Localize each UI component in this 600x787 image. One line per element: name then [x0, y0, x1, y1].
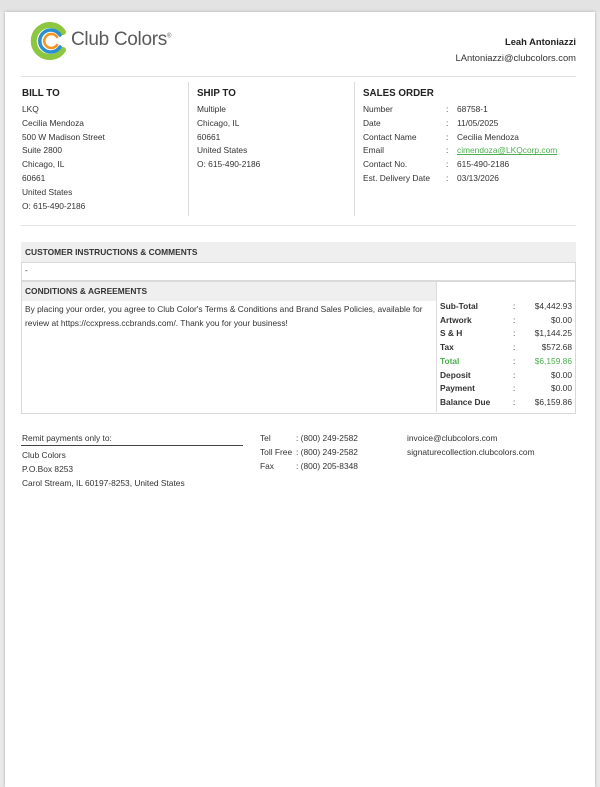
sales-order-page — [5, 12, 595, 787]
order-row-date: Date : 11/05/2025 — [363, 117, 499, 128]
column-divider — [354, 82, 355, 216]
club-colors-logo-icon — [30, 21, 70, 61]
order-row-contact-name: Contact Name : Cecilia Mendoza — [363, 131, 519, 142]
ship-to-address: Multiple Chicago, IL 60661 United States O: 615-490-2186 — [197, 104, 261, 170]
instructions-text: - — [25, 265, 28, 275]
remit-heading: Remit payments only to: — [22, 433, 112, 443]
remit-address: Club Colors P.O.Box 8253 Carol Stream, IL 60197-8253, United States — [22, 450, 185, 488]
phone-toll-free: Toll Free : (800) 249-2582 — [260, 446, 358, 457]
invoice-email[interactable]: invoice@clubcolors.com — [407, 433, 498, 443]
user-name: Leah Antoniazzi — [504, 36, 576, 47]
conditions-text: By placing your order, you agree to Club Color's Terms & Conditions and Brand Sales Policies, available for review at https://ccxpress.ccbrands.com/. Thank you for your business! — [25, 304, 423, 328]
logo-text: Club Colors® — [71, 29, 172, 50]
sales-order-details — [363, 103, 583, 186]
bill-to-heading: BILL TO — [22, 88, 60, 99]
section-divider — [21, 225, 576, 226]
remit-underline — [21, 445, 243, 446]
totals-row-tax: Tax : $572.68 — [440, 342, 572, 353]
totals-table — [436, 301, 576, 411]
totals-row-payment: Payment : $0.00 — [440, 383, 572, 394]
instructions-box — [21, 262, 576, 281]
sales-order-heading: SALES ORDER — [363, 88, 434, 99]
totals-row-subtotal: Sub-Total : $4,442.93 — [440, 301, 572, 311]
order-row-email: Email : cimendoza@LKQcorp.com — [363, 144, 583, 158]
instructions-heading: CUSTOMER INSTRUCTIONS & COMMENTS — [21, 242, 576, 262]
website-link[interactable]: signaturecollection.clubcolors.com — [407, 446, 535, 457]
phone-tel: Tel : (800) 249-2582 — [260, 433, 358, 443]
order-row-contact-no: Contact No. : 615-490-2186 — [363, 159, 510, 170]
totals-row-deposit: Deposit : $0.00 — [440, 369, 572, 380]
phone-fax: Fax : (800) 205-8348 — [260, 460, 358, 471]
viewer-top-bar — [0, 0, 600, 12]
totals-row-shipping: S & H : $1,144.25 — [440, 328, 572, 339]
totals-row-artwork: Artwork : $0.00 — [440, 314, 572, 325]
user-email: LAntoniazzi@clubcolors.com — [455, 52, 576, 63]
order-row-number: Number : 68758-1 — [363, 104, 488, 114]
totals-row-balance-due: Balance Due : $6,159.86 — [440, 396, 572, 407]
contact-links — [407, 432, 535, 460]
bill-to-address: LKQ Cecilia Mendoza 500 W Madison Street Suite 2800 Chicago, IL 60661 United States O: 615-490-2186 — [22, 104, 105, 211]
order-row-delivery-date: Est. Delivery Date : 03/13/2026 — [363, 172, 499, 183]
header-divider — [21, 76, 576, 77]
column-divider — [188, 82, 189, 216]
ship-to-heading: SHIP TO — [197, 88, 236, 99]
phone-list — [260, 432, 390, 473]
contact-email-link[interactable]: cimendoza@LKQcorp.com — [457, 145, 558, 156]
conditions-heading: CONDITIONS & AGREEMENTS — [22, 282, 436, 301]
totals-row-total: Total : $6,159.86 — [440, 355, 572, 366]
